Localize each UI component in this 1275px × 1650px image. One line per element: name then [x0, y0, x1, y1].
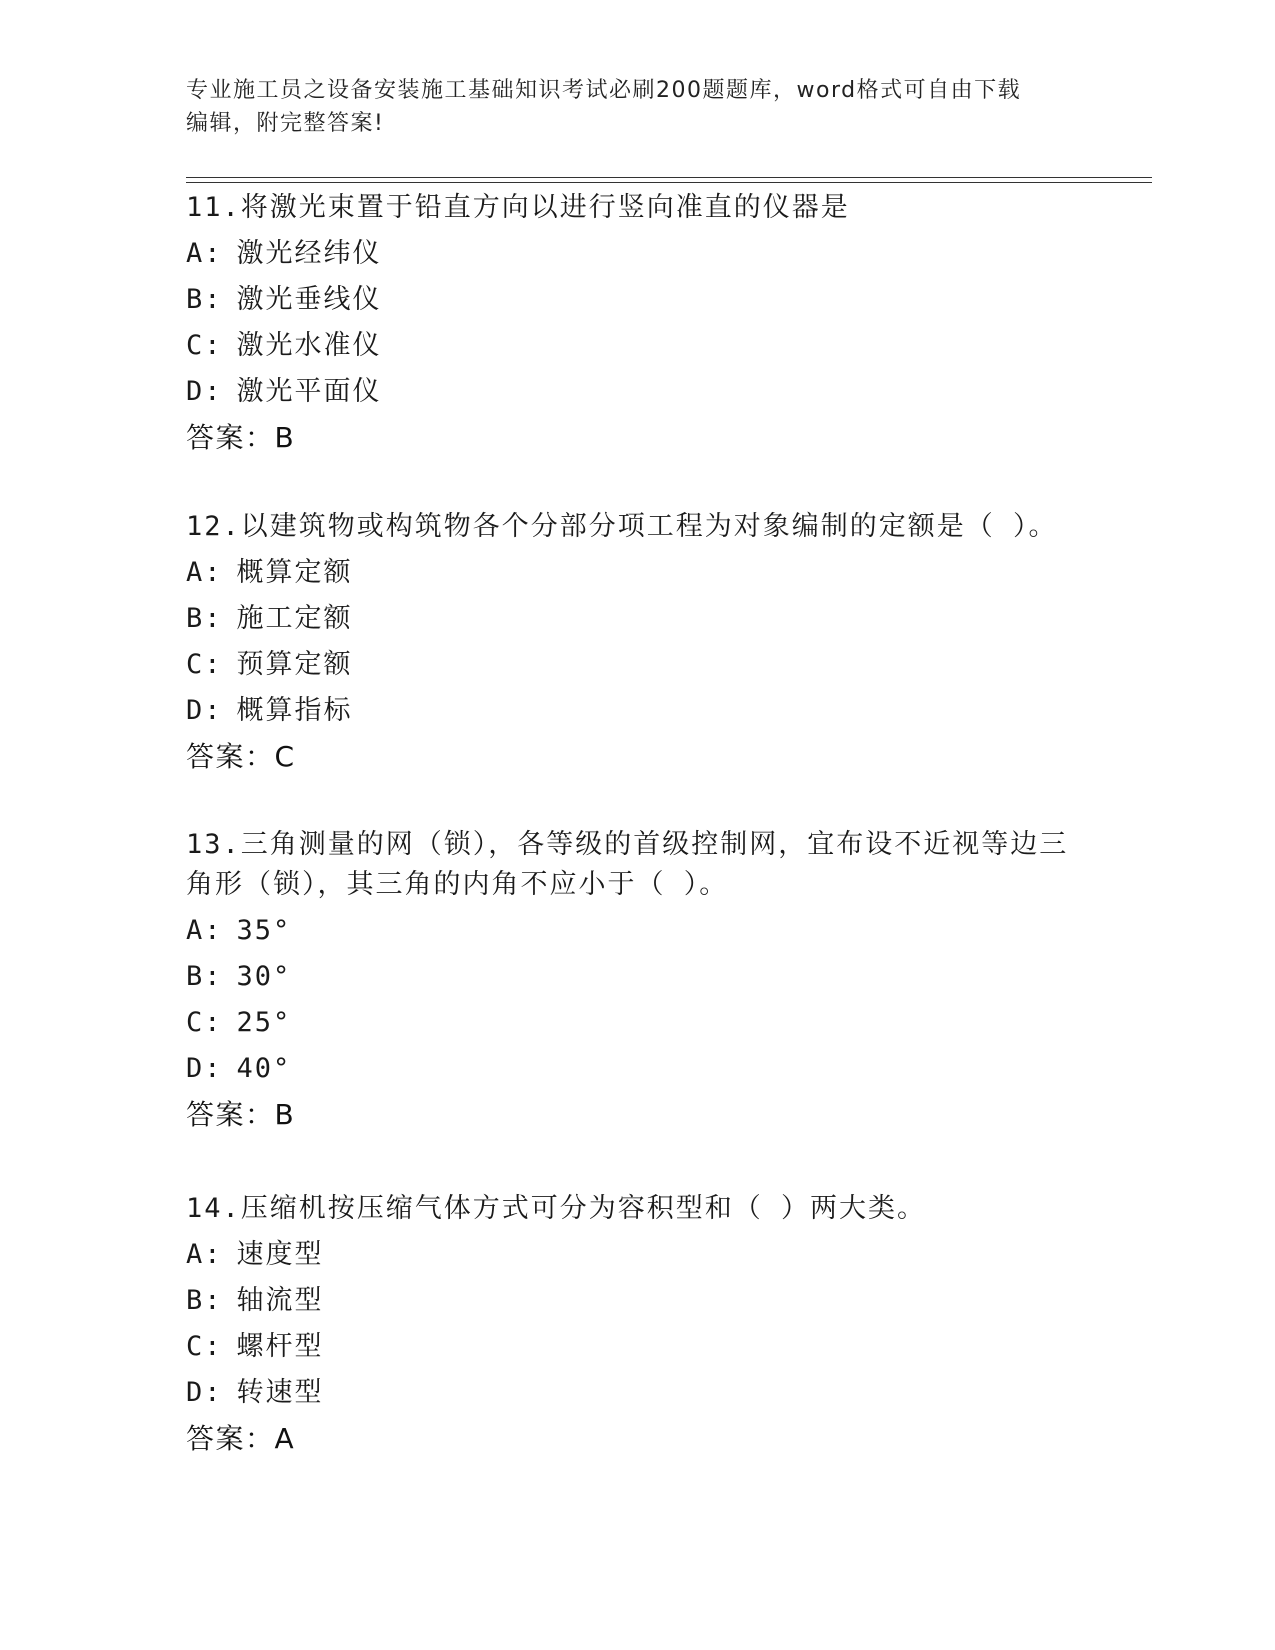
header-divider-top: [186, 177, 1152, 178]
option-a: [186, 911, 1086, 951]
answer-label: 答案：: [186, 421, 275, 454]
option-text: 轴流型: [236, 1285, 324, 1316]
option-letter: B:: [186, 284, 223, 315]
question-title: 11.将激光束置于铅直方向以进行竖向准直的仪器是: [186, 192, 850, 223]
question-14: [186, 1189, 1086, 1459]
option-b: [186, 957, 1086, 997]
option-letter: B:: [186, 1285, 223, 1316]
answer-value: C: [274, 740, 296, 773]
option-d: [186, 1049, 1086, 1089]
option-text: 预算定额: [236, 649, 353, 680]
option-letter: A:: [186, 1239, 223, 1270]
option-text: 概算指标: [236, 695, 353, 726]
question-title: 14.压缩机按压缩气体方式可分为容积型和（ ）两大类。: [186, 1193, 927, 1224]
question-title: 12.以建筑物或构筑物各个分部分项工程为对象编制的定额是（ ）。: [186, 511, 1058, 542]
option-a: [186, 553, 1086, 593]
option-text: 转速型: [236, 1377, 324, 1408]
header-title-line-1: 专业施工员之设备安装施工基础知识考试必刷200题题库，word格式可自由下载: [186, 78, 1022, 103]
option-text: 激光垂线仪: [236, 284, 382, 315]
option-a: [186, 1235, 1086, 1275]
document-header: [186, 74, 1086, 140]
option-letter: A:: [186, 557, 223, 588]
option-d: [186, 691, 1086, 731]
option-letter: D:: [186, 1377, 223, 1408]
option-letter: A:: [186, 915, 223, 946]
question-title: 13.三角测量的网（锁），各等级的首级控制网，宜布设不近视等边三角形（锁），其三角的内角不应小于（ ）。: [186, 829, 1069, 900]
answer-line: [186, 418, 1086, 458]
question-12: [186, 507, 1086, 777]
option-c: [186, 1003, 1086, 1043]
answer-line: [186, 1419, 1086, 1459]
option-text: 35°: [236, 915, 292, 946]
header-title-line-2: 编辑，附完整答案!: [186, 111, 385, 136]
option-text: 激光平面仪: [236, 376, 382, 407]
answer-line: [186, 737, 1086, 777]
answer-line: [186, 1095, 1086, 1135]
option-c: [186, 645, 1086, 685]
answer-label: 答案：: [186, 1422, 275, 1455]
option-text: 激光经纬仪: [236, 238, 382, 269]
option-b: [186, 1281, 1086, 1321]
option-text: 30°: [236, 961, 292, 992]
option-b: [186, 280, 1086, 320]
option-letter: D:: [186, 1053, 223, 1084]
header-divider-bottom: [186, 182, 1152, 183]
question-11: [186, 188, 1086, 458]
option-letter: B:: [186, 961, 223, 992]
option-text: 25°: [236, 1007, 292, 1038]
option-letter: C:: [186, 1331, 223, 1362]
option-text: 概算定额: [236, 557, 353, 588]
answer-label: 答案：: [186, 740, 275, 773]
option-d: [186, 1373, 1086, 1413]
answer-value: B: [274, 1098, 296, 1131]
option-text: 螺杆型: [236, 1331, 324, 1362]
question-13: [186, 825, 1086, 1135]
answer-label: 答案：: [186, 1098, 275, 1131]
option-text: 施工定额: [236, 603, 353, 634]
option-a: [186, 234, 1086, 274]
option-letter: B:: [186, 603, 223, 634]
option-letter: D:: [186, 376, 223, 407]
option-text: 速度型: [236, 1239, 324, 1270]
option-d: [186, 372, 1086, 412]
option-c: [186, 326, 1086, 366]
option-letter: C:: [186, 330, 223, 361]
option-text: 激光水准仪: [236, 330, 382, 361]
option-text: 40°: [236, 1053, 292, 1084]
option-b: [186, 599, 1086, 639]
option-letter: C:: [186, 649, 223, 680]
option-c: [186, 1327, 1086, 1367]
answer-value: B: [274, 421, 296, 454]
option-letter: D:: [186, 695, 223, 726]
answer-value: A: [274, 1422, 296, 1455]
option-letter: C:: [186, 1007, 223, 1038]
option-letter: A:: [186, 238, 223, 269]
